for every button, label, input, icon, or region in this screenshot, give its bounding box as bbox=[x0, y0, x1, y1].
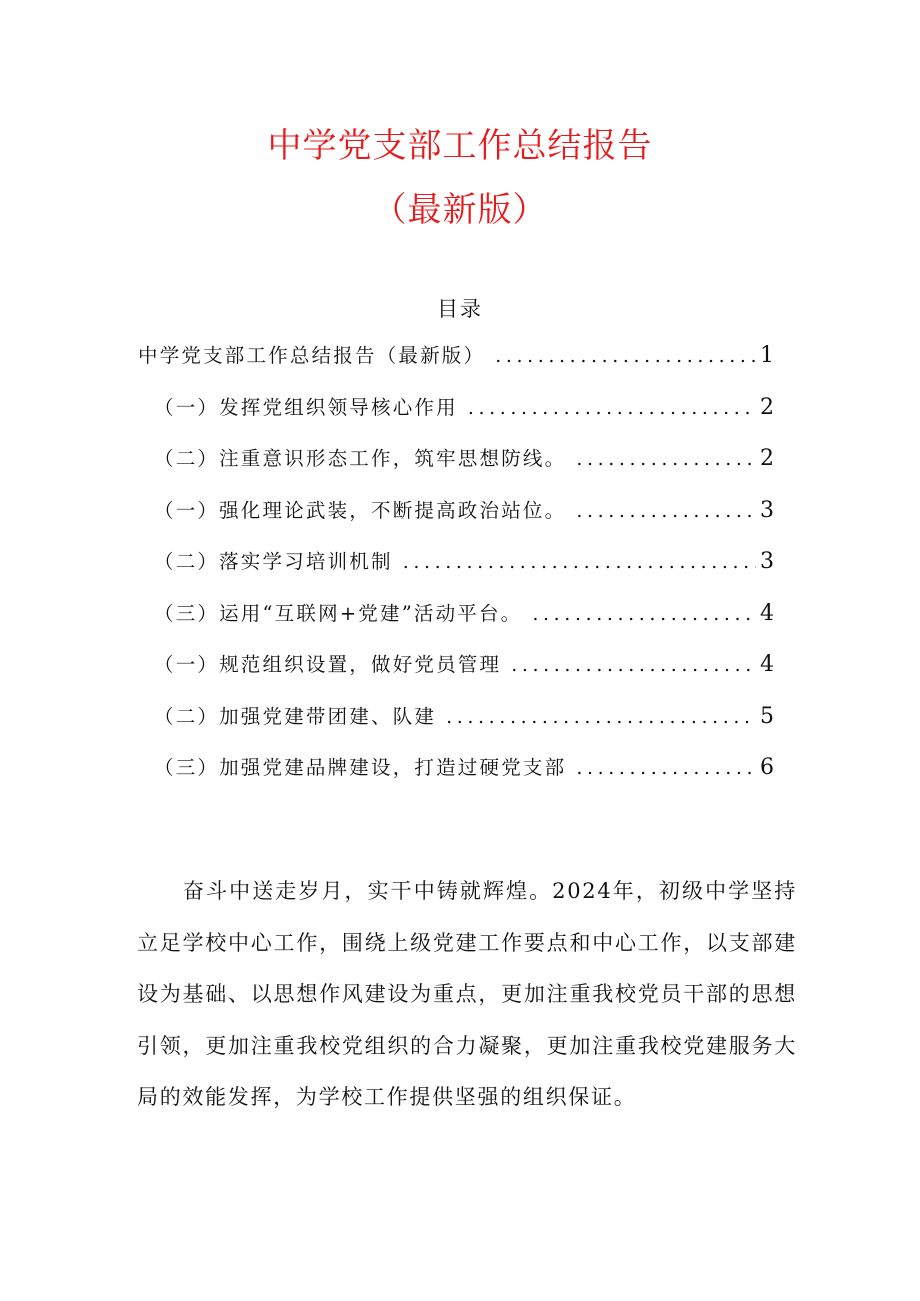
toc-entry-title: （一）强化理论武装，不断提高政治站位。 bbox=[154, 498, 567, 522]
toc-entry-page: 4 bbox=[760, 652, 774, 677]
toc-leader-dots bbox=[576, 500, 756, 522]
toc-entry[interactable] bbox=[138, 443, 774, 495]
toc-entry-title: （二）加强党建带团建、队建 bbox=[154, 704, 437, 728]
toc-entry-title: （三）加强党建品牌建设，打造过硬党支部 bbox=[154, 756, 567, 779]
document-subtitle: （最新版） bbox=[372, 190, 548, 230]
body-paragraph: 奋斗中送走岁月，实干中铸就辉煌。2024年，初级中学坚持立足学校中心工作，围绕上级党建工作要点和中心工作，以支部建设为基础、以思想作风建设为重点，更加注重我校党员干部的思想引领，更加注重我校党组织的合力凝聚，更加注重我校党建服务大局的效能发挥，为学校工作提供坚强的组织保证。 bbox=[137, 879, 797, 1109]
toc-leader-dots bbox=[403, 551, 756, 573]
toc-entry[interactable] bbox=[138, 546, 774, 598]
toc-entry[interactable] bbox=[138, 701, 774, 753]
toc-entry-page: 3 bbox=[760, 497, 774, 523]
toc-entry[interactable] bbox=[138, 752, 774, 804]
table-of-contents bbox=[138, 340, 774, 804]
toc-entry-title: （三）运用“互联网+党建”活动平台。 bbox=[154, 601, 523, 625]
toc-entry[interactable] bbox=[138, 598, 774, 650]
toc-leader-dots bbox=[468, 397, 756, 419]
toc-heading: 目录 bbox=[437, 297, 483, 321]
toc-entry-title: （二）落实学习培训机制 bbox=[154, 550, 393, 573]
toc-entry[interactable] bbox=[138, 340, 774, 392]
toc-entry-title: 中学党支部工作总结报告（最新版） bbox=[138, 344, 486, 367]
toc-entry-page: 5 bbox=[760, 703, 774, 729]
toc-entry-page: 6 bbox=[760, 755, 774, 780]
toc-entry-page: 1 bbox=[760, 343, 774, 368]
toc-entry-page: 4 bbox=[760, 600, 774, 626]
toc-leader-dots bbox=[446, 706, 756, 728]
toc-entry[interactable] bbox=[138, 392, 774, 444]
toc-leader-dots bbox=[495, 345, 756, 367]
toc-entry[interactable] bbox=[138, 495, 774, 547]
toc-entry-page: 3 bbox=[760, 549, 774, 574]
toc-entry-page: 2 bbox=[760, 394, 774, 420]
toc-entry-title: （一）发挥党组织领导核心作用 bbox=[154, 395, 458, 419]
toc-entry[interactable] bbox=[138, 649, 774, 701]
toc-entry-title: （二）注重意识形态工作，筑牢思想防线。 bbox=[154, 447, 567, 470]
toc-leader-dots bbox=[532, 603, 756, 625]
toc-leader-dots bbox=[511, 654, 756, 676]
document-title: 中学党支部工作总结报告 bbox=[267, 126, 653, 166]
toc-leader-dots bbox=[576, 757, 756, 779]
toc-entry-page: 2 bbox=[760, 446, 774, 471]
toc-entry-title: （一）规范组织设置，做好党员管理 bbox=[154, 653, 502, 676]
toc-leader-dots bbox=[576, 448, 756, 470]
